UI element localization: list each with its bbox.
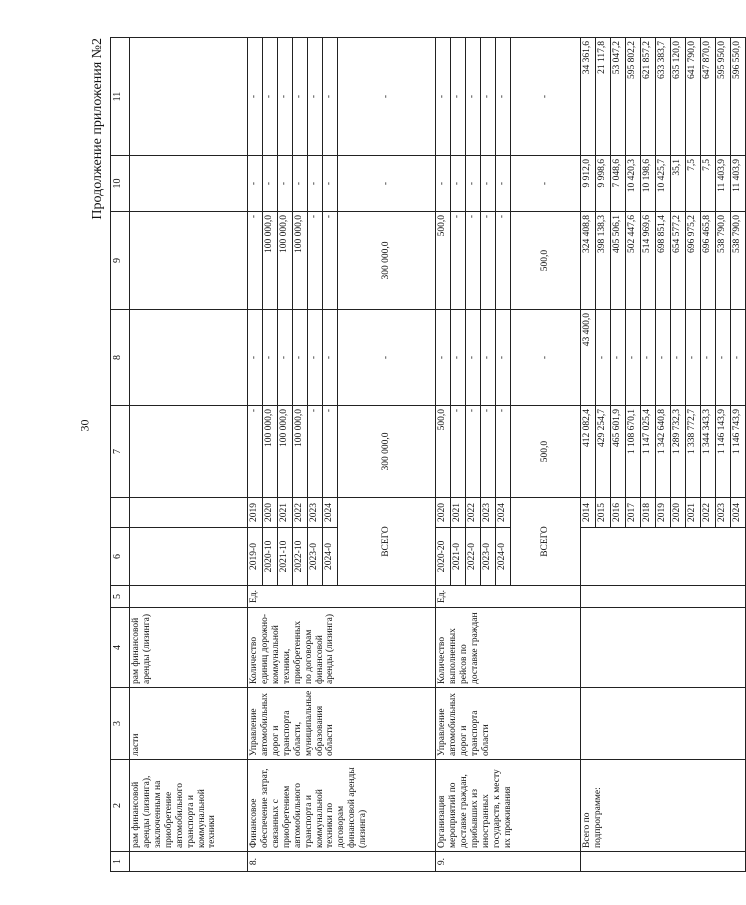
- value-cell: -: [466, 212, 481, 310]
- value-cell: -: [451, 212, 466, 310]
- value-cell: -: [308, 310, 323, 406]
- item-indicator: Количество выполненных рейсов по доставке граждан: [436, 608, 581, 688]
- value-cell: 324 408,8: [581, 212, 596, 310]
- value-cell: -: [716, 310, 731, 406]
- value-cell: -: [323, 212, 338, 310]
- value-cell: -: [263, 38, 278, 156]
- value-cell: -: [278, 310, 293, 406]
- value-cell: -: [436, 156, 451, 212]
- value-cell: -: [466, 310, 481, 406]
- year-cell: 2022: [466, 498, 481, 528]
- table-row: [436, 38, 451, 872]
- total-value: 300 000,0: [338, 212, 436, 310]
- value-cell: 696 465,8: [701, 212, 716, 310]
- value-cell: -: [496, 310, 511, 406]
- year-cell: 2020: [436, 498, 451, 528]
- cont-name: рам финансовой аренды (лизинга), заключенным на приобретение автомобильного транспорта и коммунальной техники: [130, 760, 248, 852]
- value-cell: -: [451, 406, 466, 498]
- value-cell: 596 550,0: [731, 38, 746, 156]
- value-cell: -: [496, 212, 511, 310]
- blank-cell: [581, 608, 746, 688]
- year-cell: 2020: [263, 498, 278, 528]
- total-label: ВСЕГО: [511, 498, 581, 586]
- year-cell: 2021: [686, 498, 701, 528]
- value-cell: 9 998,6: [596, 156, 611, 212]
- value-cell: -: [308, 38, 323, 156]
- value-cell: 53 047,2: [611, 38, 626, 156]
- value-cell: 412 082,4: [581, 406, 596, 498]
- value-cell: 429 254,7: [596, 406, 611, 498]
- value-cell: -: [496, 406, 511, 498]
- value-cell: 538 790,0: [716, 212, 731, 310]
- header-cell: 4: [111, 608, 130, 688]
- year-cell: 2015: [596, 498, 611, 528]
- value-cell: 538 790,0: [731, 212, 746, 310]
- value-cell: -: [481, 156, 496, 212]
- value-cell: -: [436, 38, 451, 156]
- year-cell: 2019: [656, 498, 671, 528]
- value-cell: -: [451, 38, 466, 156]
- value-cell: 7,5: [701, 156, 716, 212]
- cont-exec: ласти: [130, 688, 248, 760]
- value-cell: -: [323, 156, 338, 212]
- value-cell: -: [451, 156, 466, 212]
- table-row: [130, 38, 248, 872]
- year-cell: 2024: [496, 498, 511, 528]
- value-cell: 641 790,0: [686, 38, 701, 156]
- value-cell: 1 338 772,7: [686, 406, 701, 498]
- value-cell: 698 851,4: [656, 212, 671, 310]
- total-value: 500,0: [511, 406, 581, 498]
- table-row: [581, 38, 596, 872]
- total-value: 500,0: [511, 212, 581, 310]
- item-unit: Ед.: [436, 586, 581, 608]
- blank-cell: [581, 586, 746, 608]
- value-cell: -: [671, 310, 686, 406]
- year-cell: 2017: [626, 498, 641, 528]
- value-cell: -: [656, 310, 671, 406]
- continuation-title: Продолжение приложения №2: [90, 38, 105, 220]
- header-cell: 11: [111, 38, 130, 156]
- landscape-page: [84, 38, 742, 872]
- period-cell: 2023-0: [481, 528, 496, 586]
- value-cell: -: [263, 156, 278, 212]
- value-cell: -: [308, 406, 323, 498]
- cont-indicator: рам финансовой аренды (лизинга): [130, 608, 248, 688]
- value-cell: 100 000,0: [263, 406, 278, 498]
- value-cell: -: [293, 156, 308, 212]
- value-cell: 405 506,1: [611, 212, 626, 310]
- value-cell: -: [686, 310, 701, 406]
- value-cell: -: [323, 310, 338, 406]
- item-indicator: Количество единиц дорожно-коммунальной техники, приобретенных по договорам финансовой аренды (лизинга): [248, 608, 436, 688]
- period-cell: 2020-10: [263, 528, 278, 586]
- value-cell: 514 969,6: [641, 212, 656, 310]
- total-value: -: [511, 310, 581, 406]
- row-9: [436, 38, 581, 872]
- value-cell: -: [596, 310, 611, 406]
- value-cell: 7 048,6: [611, 156, 626, 212]
- value-cell: 465 601,9: [611, 406, 626, 498]
- item-name: Финансовое обеспечение затрат, связанных с приобретением автомобильного транспорта и коммунальной техники по договорам финансовой аренды (лизинга): [248, 760, 436, 852]
- value-cell: -: [248, 212, 263, 310]
- header-cell: [111, 498, 130, 528]
- total-label: ВСЕГО: [338, 498, 436, 586]
- item-number: 8.: [248, 852, 436, 872]
- value-cell: 1 146 743,9: [731, 406, 746, 498]
- year-cell: 2021: [278, 498, 293, 528]
- value-cell: 1 108 670,1: [626, 406, 641, 498]
- value-cell: -: [323, 38, 338, 156]
- value-cell: -: [481, 212, 496, 310]
- value-cell: 10 420,3: [626, 156, 641, 212]
- value-cell: 35,1: [671, 156, 686, 212]
- header-cell: 6: [111, 528, 130, 586]
- subprogram-total-label: Всего по подпрограмме:: [581, 760, 746, 852]
- blank-cell: [581, 528, 746, 586]
- value-cell: -: [308, 212, 323, 310]
- year-cell: 2023: [716, 498, 731, 528]
- table-row: [248, 38, 263, 872]
- value-cell: 7,5: [686, 156, 701, 212]
- value-cell: 654 577,2: [671, 212, 686, 310]
- header-cell: 3: [111, 688, 130, 760]
- value-cell: -: [436, 310, 451, 406]
- value-cell: 10 425,7: [656, 156, 671, 212]
- value-cell: -: [701, 310, 716, 406]
- year-cell: 2020: [671, 498, 686, 528]
- year-cell: 2014: [581, 498, 596, 528]
- value-cell: -: [611, 310, 626, 406]
- value-cell: -: [481, 406, 496, 498]
- subprogram-total: [581, 38, 746, 872]
- blank-cell: [581, 852, 746, 872]
- value-cell: 100 000,0: [293, 406, 308, 498]
- value-cell: 633 383,7: [656, 38, 671, 156]
- value-cell: -: [466, 156, 481, 212]
- value-cell: -: [731, 310, 746, 406]
- value-cell: 43 400,0: [581, 310, 596, 406]
- value-cell: -: [308, 156, 323, 212]
- item-executor: Управление автомобильных дорог и транспорта области, муниципальные образования области: [248, 688, 436, 760]
- value-cell: -: [278, 156, 293, 212]
- value-cell: 1 289 732,3: [671, 406, 686, 498]
- year-cell: 2021: [451, 498, 466, 528]
- year-cell: 2024: [731, 498, 746, 528]
- value-cell: 1 344 343,3: [701, 406, 716, 498]
- value-cell: -: [278, 38, 293, 156]
- value-cell: -: [481, 310, 496, 406]
- value-cell: 398 138,3: [596, 212, 611, 310]
- value-cell: 9 912,0: [581, 156, 596, 212]
- value-cell: -: [496, 156, 511, 212]
- year-cell: 2018: [641, 498, 656, 528]
- year-cell: 2022: [293, 498, 308, 528]
- value-cell: -: [248, 156, 263, 212]
- value-cell: -: [263, 310, 278, 406]
- period-cell: 2024-0: [323, 528, 338, 586]
- item-executor: Управление автомобильных дорог и транспорта области: [436, 688, 581, 760]
- value-cell: 502 447,6: [626, 212, 641, 310]
- value-cell: 1 147 025,4: [641, 406, 656, 498]
- value-cell: 595 802,2: [626, 38, 641, 156]
- header-cell: 8: [111, 310, 130, 406]
- value-cell: -: [481, 38, 496, 156]
- year-cell: 2019: [248, 498, 263, 528]
- total-value: -: [511, 38, 581, 156]
- period-cell: 2022-0: [466, 528, 481, 586]
- value-cell: -: [248, 38, 263, 156]
- value-cell: 100 000,0: [293, 212, 308, 310]
- value-cell: 500,0: [436, 212, 451, 310]
- value-cell: 100 000,0: [263, 212, 278, 310]
- total-value: -: [338, 156, 436, 212]
- period-cell: 2021-10: [278, 528, 293, 586]
- total-value: -: [511, 156, 581, 212]
- value-cell: 595 950,0: [716, 38, 731, 156]
- header-cell: 9: [111, 212, 130, 310]
- value-cell: -: [248, 310, 263, 406]
- year-cell: 2023: [481, 498, 496, 528]
- period-cell: 2023-0: [308, 528, 323, 586]
- item-number: 9.: [436, 852, 581, 872]
- year-cell: 2022: [701, 498, 716, 528]
- total-value: -: [338, 38, 436, 156]
- year-cell: 2024: [323, 498, 338, 528]
- period-cell: 2019-0: [248, 528, 263, 586]
- item-name: Организация мероприятий по доставке граждан, прибывших из иностранных государств, к месту их проживания: [436, 760, 581, 852]
- year-cell: 2023: [308, 498, 323, 528]
- value-cell: 635 120,0: [671, 38, 686, 156]
- value-cell: -: [641, 310, 656, 406]
- value-cell: 647 870,0: [701, 38, 716, 156]
- row-8: [248, 38, 436, 872]
- period-cell: 2020-20: [436, 528, 451, 586]
- value-cell: 10 198,6: [641, 156, 656, 212]
- header-cell: 7: [111, 406, 130, 498]
- value-cell: -: [496, 38, 511, 156]
- value-cell: -: [626, 310, 641, 406]
- value-cell: -: [466, 406, 481, 498]
- period-cell: 2021-0: [451, 528, 466, 586]
- value-cell: -: [466, 38, 481, 156]
- value-cell: 11 403,9: [716, 156, 731, 212]
- total-value: -: [338, 310, 436, 406]
- header-row: [111, 38, 130, 872]
- value-cell: -: [293, 310, 308, 406]
- value-cell: 21 117,8: [596, 38, 611, 156]
- value-cell: 1 146 143,9: [716, 406, 731, 498]
- blank-cell: [581, 688, 746, 760]
- header-cell: 2: [111, 760, 130, 852]
- value-cell: -: [451, 310, 466, 406]
- item-unit: Ед.: [248, 586, 436, 608]
- total-value: 300 000,0: [338, 406, 436, 498]
- value-cell: 1 342 640,8: [656, 406, 671, 498]
- program-table: [110, 37, 746, 872]
- value-cell: 621 857,2: [641, 38, 656, 156]
- period-cell: 2022-10: [293, 528, 308, 586]
- header-cell: 10: [111, 156, 130, 212]
- value-cell: 696 975,2: [686, 212, 701, 310]
- header-cell: 1: [111, 852, 130, 872]
- year-cell: 2016: [611, 498, 626, 528]
- value-cell: -: [323, 406, 338, 498]
- value-cell: -: [248, 406, 263, 498]
- value-cell: 34 361,6: [581, 38, 596, 156]
- value-cell: -: [293, 38, 308, 156]
- page-number: 30: [77, 419, 92, 432]
- value-cell: 500,0: [436, 406, 451, 498]
- value-cell: 11 403,9: [731, 156, 746, 212]
- period-cell: 2024-0: [496, 528, 511, 586]
- value-cell: 100 000,0: [278, 406, 293, 498]
- value-cell: 100 000,0: [278, 212, 293, 310]
- header-cell: 5: [111, 586, 130, 608]
